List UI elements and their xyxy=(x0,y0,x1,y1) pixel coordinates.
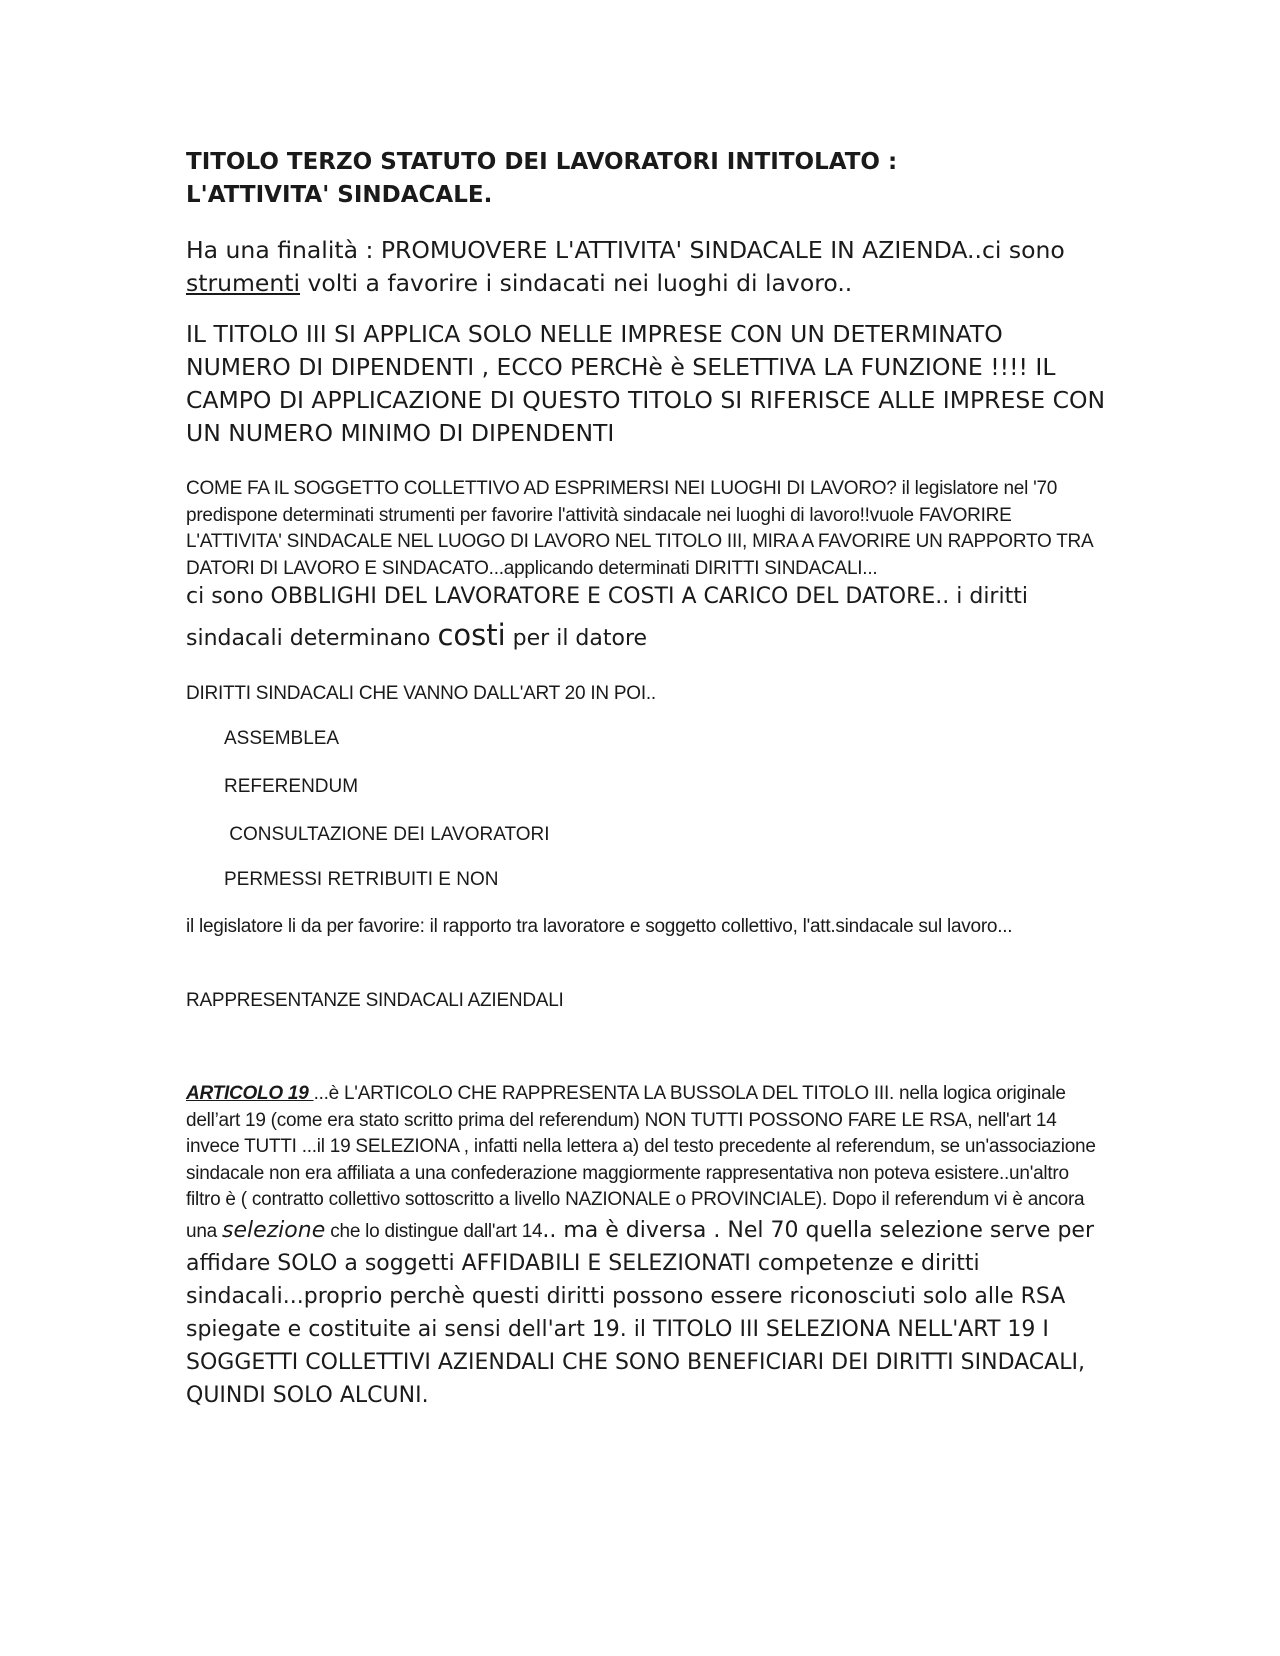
paragraph-soggetto-collettivo-small: COME FA IL SOGGETTO COLLETTIVO AD ESPRIMERSI NEI LUOGHI DI LAVORO? il legislatore nel '70 predispone determinati strumenti per favorire l'attività sindacale nei luoghi di lavoro!!vuole FAVORIRE L'ATTIVITA' SINDACALE NEL LUOGO DI LAVORO NEL TITOLO III, MIRA A FAVORIRE UN RAPPORTO TRA DATORI DI LAVORO E SINDACATO...applicando determinati DIRITTI SINDACALI... xyxy=(186,478,1093,579)
list-item-assemblea: ASSEMBLEA xyxy=(224,728,340,749)
title-line-2: L'ATTIVITA' SINDACALE. xyxy=(186,182,493,208)
paragraph-costi-text-a: ci sono OBBLIGHI DEL LAVORATORE E COSTI A CARICO DEL DATORE.. i diritti sindacali determinano xyxy=(186,584,1028,651)
paragraph-rsa: RAPPRESENTANZE SINDACALI AZIENDALI xyxy=(186,990,564,1011)
document-title xyxy=(186,146,1106,212)
articolo-19-text-a: ...è L'ARTICOLO CHE RAPPRESENTA LA BUSSOLA DEL TITOLO III. nella logica originale dell’art 19 (come era stato scritto prima del referendum) NON TUTTI POSSONO FARE LE RSA, nell'art 14 invece TUTTI ...il 19 SELEZIONA , infatti nella lettera a) del testo precedente al referendum, se un'associazione sindacale non era affiliata a una confederazione maggiormente rappresentativa non poteva esistere..un'altro filtro è ( contratto collettivo sottoscritto a livello NAZIONALE o PROVINCIALE). Dopo il referendum vi è ancora una xyxy=(186,1083,1096,1242)
paragraph-articolo-19 xyxy=(186,1081,1106,1412)
articolo-19-text-large: .. ma è diversa . Nel 70 quella selezione serve per affidare SOLO a soggetti AFFIDABILI E SELEZIONATI competenze e diritti sindacali...proprio perchè questi diritti possono essere riconosciuti solo alle RSA spiegate e costituite ai sensi dell'art 19. il TITOLO III SELEZIONA NELL'ART 19 I SOGGETTI COLLETTIVI AZIENDALI CHE SONO BENEFICIARI DEI DIRITTI SINDACALI, QUINDI SOLO ALCUNI. xyxy=(186,1217,1094,1408)
paragraph-titolo-iii: IL TITOLO III SI APPLICA SOLO NELLE IMPRESE CON UN DETERMINATO NUMERO DI DIPENDENTI , ECCO PERCHè è SELETTIVA LA FUNZIONE !!!! IL CAMPO DI APPLICAZIONE DI QUESTO TITOLO SI RIFERISCE ALLE IMPRESE CON UN NUMERO MINIMO DI DIPENDENTI xyxy=(186,320,1106,447)
paragraph-finalita-text-b: volti a favorire i sindacati nei luoghi di lavoro.. xyxy=(300,269,853,297)
paragraph-legislatore: il legislatore li da per favorire: il rapporto tra lavoratore e soggetto collettivo, l'att.sindacale sul lavoro... xyxy=(186,916,1013,937)
paragraph-finalita-text-a: Ha una finalità : PROMUOVERE L'ATTIVITA' SINDACALE IN AZIENDA..ci sono xyxy=(186,236,1065,264)
articolo-19-text-b: che lo distingue dall'art 14 xyxy=(325,1220,543,1242)
underlined-word-strumenti: strumenti xyxy=(186,269,301,297)
large-word-costi: costi xyxy=(437,618,506,652)
paragraph-soggetto-collettivo-large xyxy=(186,578,1106,658)
list-item-consultazione: CONSULTAZIONE DEI LAVORATORI xyxy=(224,824,550,845)
paragraph-soggetto-collettivo xyxy=(186,476,1106,658)
list-item-referendum: REFERENDUM xyxy=(224,776,359,797)
italic-word-selezione: selezione xyxy=(221,1217,326,1243)
title-line-1: TITOLO TERZO STATUTO DEI LAVORATORI INTITOLATO : xyxy=(186,149,898,175)
paragraph-diritti-sindacali: DIRITTI SINDACALI CHE VANNO DALL'ART 20 IN POI.. xyxy=(186,683,656,704)
list-item-permessi: PERMESSI RETRIBUITI E NON xyxy=(224,869,499,890)
paragraph-costi-text-b: per il datore xyxy=(505,626,648,651)
paragraph-finalita xyxy=(186,234,1106,300)
articolo-19-label: ARTICOLO 19 xyxy=(186,1083,314,1104)
